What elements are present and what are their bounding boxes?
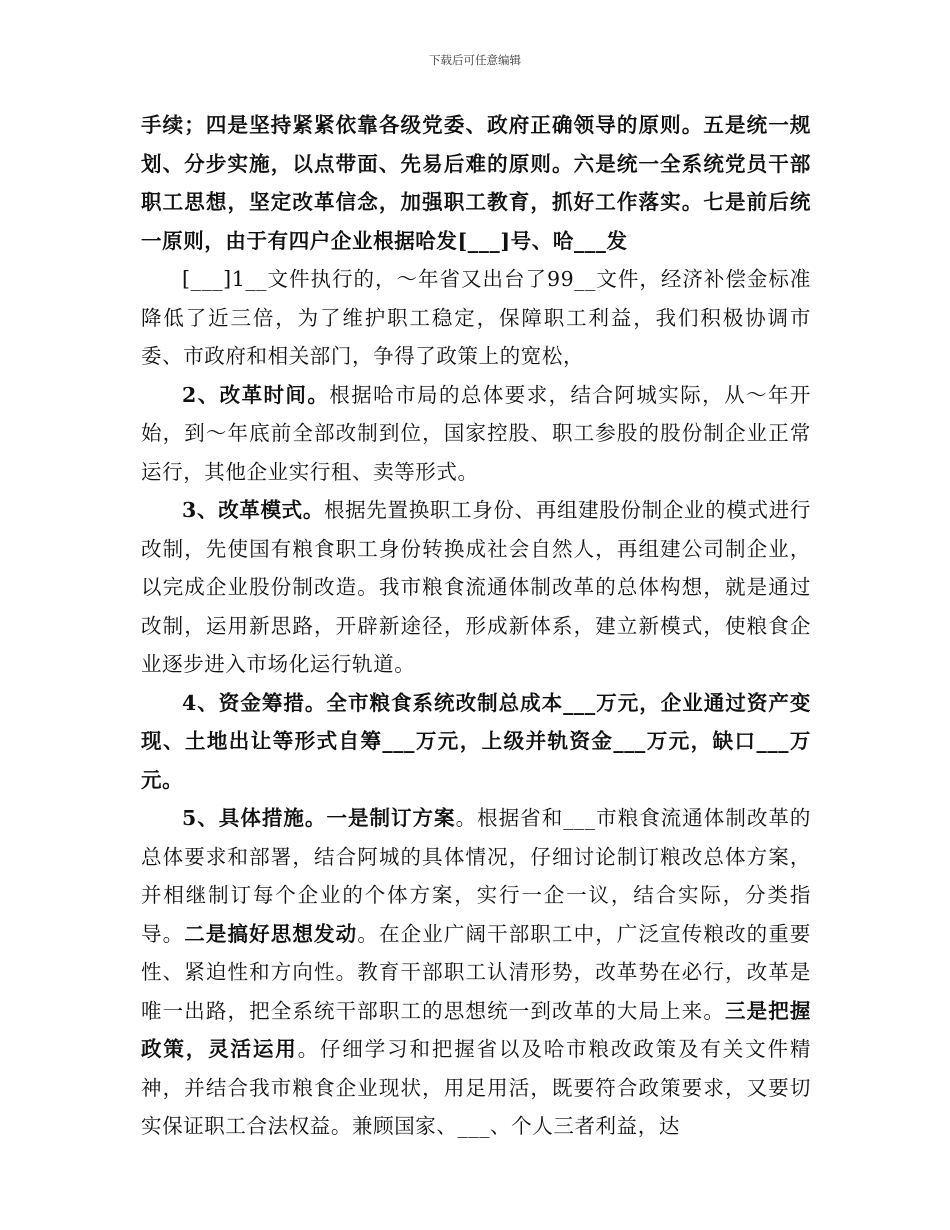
section-heading: 2、改革时间。 bbox=[182, 382, 330, 407]
measure-heading-3: 三是把握政策，灵活运用 bbox=[141, 998, 811, 1061]
paragraph-text: 。根据省和___市粮食流通体制改革的总体要求和部署，结合阿城的具体情况，仔细讨论制订粮改总体方案，并相继制订每个企业的个体方案，实行一企一议，结合实际，分类指导。 bbox=[141, 806, 811, 946]
paragraph-text: 手续；四是坚持紧紧依靠各级党委、政府正确领导的原则。五是统一规划、分步实施，以点带面、先易后难的原则。六是统一全系统党员干部职工思想，坚定改革信念，加强职工教育，抓好工作落实。七是前后统一原则，由于有四户企业根据哈发[___]号、哈___发 bbox=[141, 113, 811, 253]
paragraph-compensation bbox=[141, 260, 811, 376]
page-header-note: 下载后可任意编辑 bbox=[429, 53, 521, 67]
paragraph-text: 根据先置换职工身份、再组建股份制企业的模式进行改制，先使国有粮食职工身份转换成社会自然人，再组建公司制企业，以完成企业股份制改造。我市粮食流通体制改革的总体构想，就是通过改制，运用新思路，开辟新途径，形成新体系，建立新模式，使粮食企业逐步进入市场化运行轨道。 bbox=[141, 498, 811, 676]
paragraph-reform-model bbox=[141, 491, 811, 684]
paragraph-funding bbox=[141, 684, 811, 800]
paragraph-continuation bbox=[141, 106, 811, 260]
section-heading: 3、改革模式。 bbox=[182, 498, 324, 522]
paragraph-measures bbox=[141, 799, 811, 1146]
paragraph-text: [___]1__文件执行的，～年省又出台了99__文件，经济补偿金标准降低了近三倍，为了维护职工稳定，保障职工利益，我们积极协调市委、市政府和相关部门，争得了政策上的宽松， bbox=[141, 267, 811, 368]
section-heading: 4、资金筹措。全市粮食系统改制总成本___万元，企业通过资产变现、土地出让等形式自筹___万元，上级并轨资金___万元，缺口___万元。 bbox=[141, 690, 811, 792]
paragraph-reform-time bbox=[141, 376, 811, 492]
measure-heading-2: 二是搞好思想发动 bbox=[184, 921, 358, 946]
paragraph-text: 。在企业广阔干部职工中，广泛宣传粮改的重要性、紧迫性和方向性。教育干部职工认清形势，改革势在必行，改革是唯一出路，把全系统干部职工的思想统一到改革的大局上来。 bbox=[141, 921, 811, 1023]
measure-heading-1: 一是制订方案 bbox=[326, 806, 456, 830]
paragraph-text: 根据哈市局的总体要求，结合阿城实际，从～年开始，到～年底前全部改制到位，国家控股、职工参股的股份制企业正常运行，其他企业实行租、卖等形式。 bbox=[141, 382, 811, 484]
document-body bbox=[141, 106, 811, 1146]
paragraph-text: 。仔细学习和把握省以及哈市粮改政策及有关文件精神，并结合我市粮食企业现状，用足用活，既要符合政策要求，又要切实保证职工合法权益。兼顾国家、___、个人三者利益，达 bbox=[141, 1037, 811, 1138]
section-heading: 5、具体措施。 bbox=[182, 806, 327, 830]
